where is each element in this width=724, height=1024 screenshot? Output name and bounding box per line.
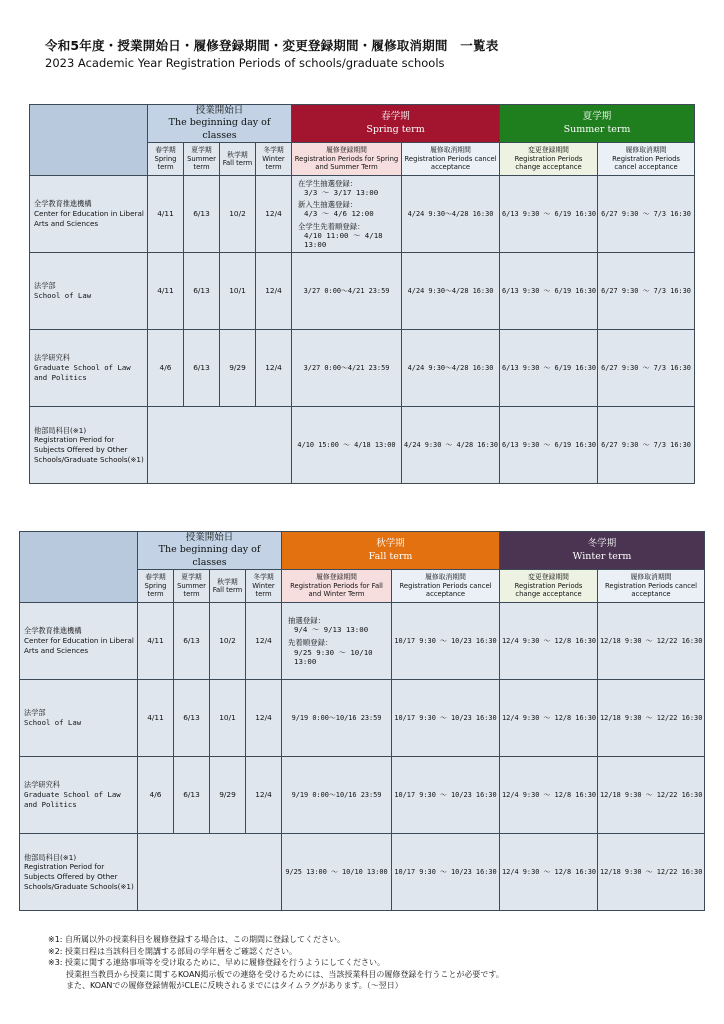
org-cell xyxy=(20,834,138,911)
fall-winter-table xyxy=(19,531,705,911)
begin-col-label: 夏学期 xyxy=(191,146,212,155)
table-row xyxy=(30,176,695,253)
begin-col-label: Summer term xyxy=(187,154,216,172)
period-cell: 6/13 9:30 ～ 6/19 16:30 xyxy=(500,407,598,484)
empty-cell xyxy=(148,407,292,484)
period-cell: 4/24 9:30～4/28 16:30 xyxy=(402,330,500,407)
period-cell: 6/27 9:30 ～ 7/3 16:30 xyxy=(598,176,695,253)
begin-col-label: Spring term xyxy=(154,154,177,172)
begin-date: 10/2 xyxy=(220,176,256,253)
org-cell xyxy=(20,603,138,680)
reg-list-label: 在学生抽選登録： xyxy=(298,178,358,188)
fall-term-jp: 秋学期 xyxy=(376,538,405,550)
table-row xyxy=(20,757,705,834)
org-cell xyxy=(20,680,138,757)
period-cell: 6/27 9:30 ～ 7/3 16:30 xyxy=(598,407,695,484)
begin-date: 12/4 xyxy=(246,603,282,680)
org-name-en: School of Law xyxy=(34,290,92,300)
org-cell xyxy=(30,253,148,330)
table-row xyxy=(30,330,695,407)
corner-blank xyxy=(20,532,138,603)
org-name-en: Registration Period for Subjects Offered by Other Schools/Graduate Schools(※1) xyxy=(24,862,134,891)
period-col-change xyxy=(500,143,598,176)
period-col-cancel xyxy=(402,143,500,176)
spring-term-header xyxy=(292,105,500,143)
summer-term-jp: 夏学期 xyxy=(582,111,612,123)
begin-date: 4/6 xyxy=(138,757,174,834)
begin-date: 12/4 xyxy=(246,680,282,757)
registration-list xyxy=(292,176,402,253)
begin-col-winter xyxy=(246,570,282,603)
begin-col-label: 冬学期 xyxy=(253,573,274,582)
begin-date: 9/29 xyxy=(220,330,256,407)
footnote: 授業担当教員から授業に関するKOAN掲示板での連絡を受けるためには、当該授業科目の履修登録を行うことが必要です。 xyxy=(66,969,504,979)
period-cell: 6/13 9:30 ～ 6/19 16:30 xyxy=(500,330,598,407)
begin-col-label: 秋学期 xyxy=(227,150,248,159)
period-col-change xyxy=(500,570,598,603)
period-cell: 12/4 9:30 ～ 12/8 16:30 xyxy=(500,834,598,911)
title-en: 2023 Academic Year Registration Periods of schools/graduate schools xyxy=(45,56,445,70)
begin-date: 4/11 xyxy=(138,603,174,680)
begin-header xyxy=(138,532,282,570)
begin-col-summer xyxy=(174,570,210,603)
begin-col-winter xyxy=(256,143,292,176)
org-name-jp: 法学研究科 xyxy=(24,780,60,790)
corner-blank xyxy=(30,105,148,176)
org-name-jp: 全学教育推進機構 xyxy=(34,199,92,209)
begin-date: 10/1 xyxy=(210,680,246,757)
period-cell: 12/18 9:30 ～ 12/22 16:30 xyxy=(598,834,705,911)
begin-col-label: Winter term xyxy=(262,154,285,172)
period-col-label: 履修取消期間 xyxy=(625,146,667,155)
table-row xyxy=(30,253,695,330)
reg-list-label: 全学生先着順登録： xyxy=(298,221,365,231)
begin-date: 6/13 xyxy=(184,330,220,407)
period-cell: 6/27 9:30 ～ 7/3 16:30 xyxy=(598,330,695,407)
reg-list-value: 9/4 ～ 9/13 13:00 xyxy=(294,625,369,635)
begin-col-label: 冬学期 xyxy=(263,146,284,155)
reg-list-value: 3/3 ～ 3/17 13:00 xyxy=(304,187,379,197)
period-col-label: 変更登録期間 xyxy=(528,573,569,582)
begin-col-label: Summer term xyxy=(177,581,206,599)
begin-date: 10/1 xyxy=(220,253,256,330)
period-col-label: Registration Periods for Fall and Winter Term xyxy=(290,581,383,599)
begin-col-label: Fall term xyxy=(212,586,243,595)
footnote: ※2: 授業日程は当該科目を開講する部局の学年暦をご確認ください。 xyxy=(48,946,298,956)
period-cell: 12/18 9:30 ～ 12/22 16:30 xyxy=(598,603,705,680)
period-cell: 9/25 13:00 ～ 10/10 13:00 xyxy=(282,834,392,911)
org-name-jp: 他部局科目(※1) xyxy=(24,852,77,862)
org-cell xyxy=(30,407,148,484)
begin-date: 6/13 xyxy=(184,253,220,330)
winter-term-header xyxy=(500,532,705,570)
begin-header-jp: 授業開始日 xyxy=(185,532,234,543)
begin-col-label: Winter term xyxy=(252,581,275,599)
reg-list-label: 抽選登録： xyxy=(288,615,325,625)
period-col-cancel xyxy=(392,570,500,603)
begin-col-label: Fall term xyxy=(222,159,253,168)
begin-date: 4/11 xyxy=(148,176,184,253)
period-cell: 4/24 9:30 ～ 4/28 16:30 xyxy=(402,407,500,484)
period-cell: 6/13 9:30 ～ 6/19 16:30 xyxy=(500,176,598,253)
fall-term-header xyxy=(282,532,500,570)
period-cell: 4/10 15:00 ～ 4/18 13:00 xyxy=(292,407,402,484)
org-name-jp: 法学研究科 xyxy=(34,353,70,363)
table-row xyxy=(20,603,705,680)
period-cell: 12/18 9:30 ～ 12/22 16:30 xyxy=(598,680,705,757)
begin-col-fall xyxy=(220,143,256,176)
begin-col-spring xyxy=(138,570,174,603)
period-cell: 6/27 9:30 ～ 7/3 16:30 xyxy=(598,253,695,330)
summer-term-header xyxy=(500,105,695,143)
begin-date: 6/13 xyxy=(174,757,210,834)
org-name-en: Center for Education in Liberal Arts and Sciences xyxy=(34,209,144,228)
period-col-label: 履修取消期間 xyxy=(430,146,471,155)
period-cell: 12/18 9:30 ～ 12/22 16:30 xyxy=(598,757,705,834)
period-cell: 10/17 9:30 ～ 10/23 16:30 xyxy=(392,834,500,911)
org-name-jp: 全学教育推進機構 xyxy=(24,626,82,636)
begin-date: 12/4 xyxy=(256,253,292,330)
period-cell: 6/13 9:30 ～ 6/19 16:30 xyxy=(500,253,598,330)
summer-term-en: Summer term xyxy=(563,123,631,135)
begin-col-label: 春学期 xyxy=(145,573,166,582)
begin-header xyxy=(148,105,292,143)
org-name-en: Graduate School of Law and Politics xyxy=(34,363,131,382)
begin-date: 4/11 xyxy=(148,253,184,330)
period-cell: 3/27 0:00～4/21 23:59 xyxy=(292,330,402,407)
begin-col-label: 春学期 xyxy=(155,146,176,155)
period-col-label: Registration Periods for Spring and Summer Term xyxy=(294,154,399,172)
begin-header-en: The beginning day of classes xyxy=(168,117,271,141)
org-name-en: School of Law xyxy=(24,717,82,727)
table-row xyxy=(20,834,705,911)
footnote: ※1: 自所属以外の授業科目を履修登録する場合は、この期間に登録してください。 xyxy=(48,935,346,944)
period-col-cancel xyxy=(598,143,695,176)
reg-list-label: 先着順登録： xyxy=(288,638,333,648)
begin-col-fall xyxy=(210,570,246,603)
period-col-label: Registration Periods cancel acceptance xyxy=(612,154,680,172)
period-col-label: 履修取消期間 xyxy=(630,573,672,582)
period-cell: 3/27 0:00～4/21 23:59 xyxy=(292,253,402,330)
winter-term-jp: 冬学期 xyxy=(587,538,617,550)
footnote: また、KOANでの履修登録情報がCLEに反映されるまでにはタイムラグがあります。（～翌日） xyxy=(66,981,403,991)
period-col-label: 履修登録期間 xyxy=(316,573,357,582)
begin-date: 6/13 xyxy=(184,176,220,253)
period-col-label: Registration Periods change acceptance xyxy=(514,154,583,172)
registration-list xyxy=(282,603,392,680)
period-col-cancel xyxy=(598,570,705,603)
empty-cell xyxy=(138,834,282,911)
title-jp: 令和5年度・授業開始日・履修登録期間・変更登録期間・履修取消期間 一覧表 xyxy=(45,38,499,53)
period-cell: 12/4 9:30 ～ 12/8 16:30 xyxy=(500,603,598,680)
period-col-label: Registration Periods cancel acceptance xyxy=(399,581,492,599)
org-name-en: Center for Education in Liberal Arts and Sciences xyxy=(24,636,134,655)
org-cell xyxy=(20,757,138,834)
period-cell: 12/4 9:30 ～ 12/8 16:30 xyxy=(500,680,598,757)
org-name-jp: 法学部 xyxy=(24,708,46,718)
period-cell: 4/24 9:30～4/28 16:30 xyxy=(402,253,500,330)
reg-list-label: 新入生抽選登録： xyxy=(298,200,358,210)
period-col-label: 変更登録期間 xyxy=(528,146,569,155)
period-col-label: 履修登録期間 xyxy=(326,146,367,155)
org-name-en: Graduate School of Law and Politics xyxy=(24,790,121,809)
period-cell: 10/17 9:30 ～ 10/23 16:30 xyxy=(392,757,500,834)
period-cell: 9/19 0:00～10/16 23:59 xyxy=(282,757,392,834)
begin-header-en: The beginning day of classes xyxy=(158,544,261,568)
begin-col-label: 夏学期 xyxy=(181,573,202,582)
begin-date: 4/6 xyxy=(148,330,184,407)
begin-date: 12/4 xyxy=(256,330,292,407)
begin-date: 6/13 xyxy=(174,603,210,680)
table-row xyxy=(30,407,695,484)
org-name-jp: 法学部 xyxy=(34,281,56,291)
begin-date: 4/11 xyxy=(138,680,174,757)
footnote: ※3: 授業に関する連絡事項等を受け取るために、早めに履修登録を行うようにしてください。 xyxy=(48,958,386,968)
begin-date: 6/13 xyxy=(174,680,210,757)
spring-term-en: Spring term xyxy=(366,123,425,135)
org-cell xyxy=(30,330,148,407)
table-row xyxy=(20,680,705,757)
spring-term-jp: 春学期 xyxy=(381,111,410,123)
reg-list-value: 4/3 ～ 4/6 12:00 xyxy=(304,209,374,219)
period-cell: 9/19 0:00～10/16 23:59 xyxy=(282,680,392,757)
begin-date: 12/4 xyxy=(246,757,282,834)
begin-date: 10/2 xyxy=(210,603,246,680)
winter-term-en: Winter term xyxy=(572,550,632,562)
begin-col-label: 秋学期 xyxy=(217,577,238,586)
reg-list-value: 9/25 9:30 ～ 10/10 13:00 xyxy=(294,647,373,666)
period-cell: 4/24 9:30～4/28 16:30 xyxy=(402,176,500,253)
period-cell: 10/17 9:30 ～ 10/23 16:30 xyxy=(392,603,500,680)
begin-header-jp: 授業開始日 xyxy=(195,105,244,116)
period-col-label: 履修取消期間 xyxy=(425,573,466,582)
period-col-label: Registration Periods cancel acceptance xyxy=(605,581,698,599)
begin-date: 9/29 xyxy=(210,757,246,834)
org-name-en: Registration Period for Subjects Offered by Other Schools/Graduate Schools(※1) xyxy=(34,435,144,464)
footnotes xyxy=(48,934,504,992)
period-col-label: Registration Periods change acceptance xyxy=(514,581,583,599)
org-cell xyxy=(30,176,148,253)
begin-col-label: Spring term xyxy=(144,581,167,599)
period-col-registration xyxy=(292,143,402,176)
begin-date: 12/4 xyxy=(256,176,292,253)
period-cell: 10/17 9:30 ～ 10/23 16:30 xyxy=(392,680,500,757)
period-col-registration xyxy=(282,570,392,603)
begin-col-summer xyxy=(184,143,220,176)
org-name-jp: 他部局科目(※1) xyxy=(34,425,87,435)
reg-list-value: 4/10 11:00 ～ 4/18 13:00 xyxy=(304,230,383,250)
period-cell: 12/4 9:30 ～ 12/8 16:30 xyxy=(500,757,598,834)
spring-summer-table xyxy=(29,104,695,484)
fall-term-en: Fall term xyxy=(368,550,413,562)
period-col-label: Registration Periods cancel acceptance xyxy=(404,154,497,172)
begin-col-spring xyxy=(148,143,184,176)
document-title xyxy=(45,36,498,70)
